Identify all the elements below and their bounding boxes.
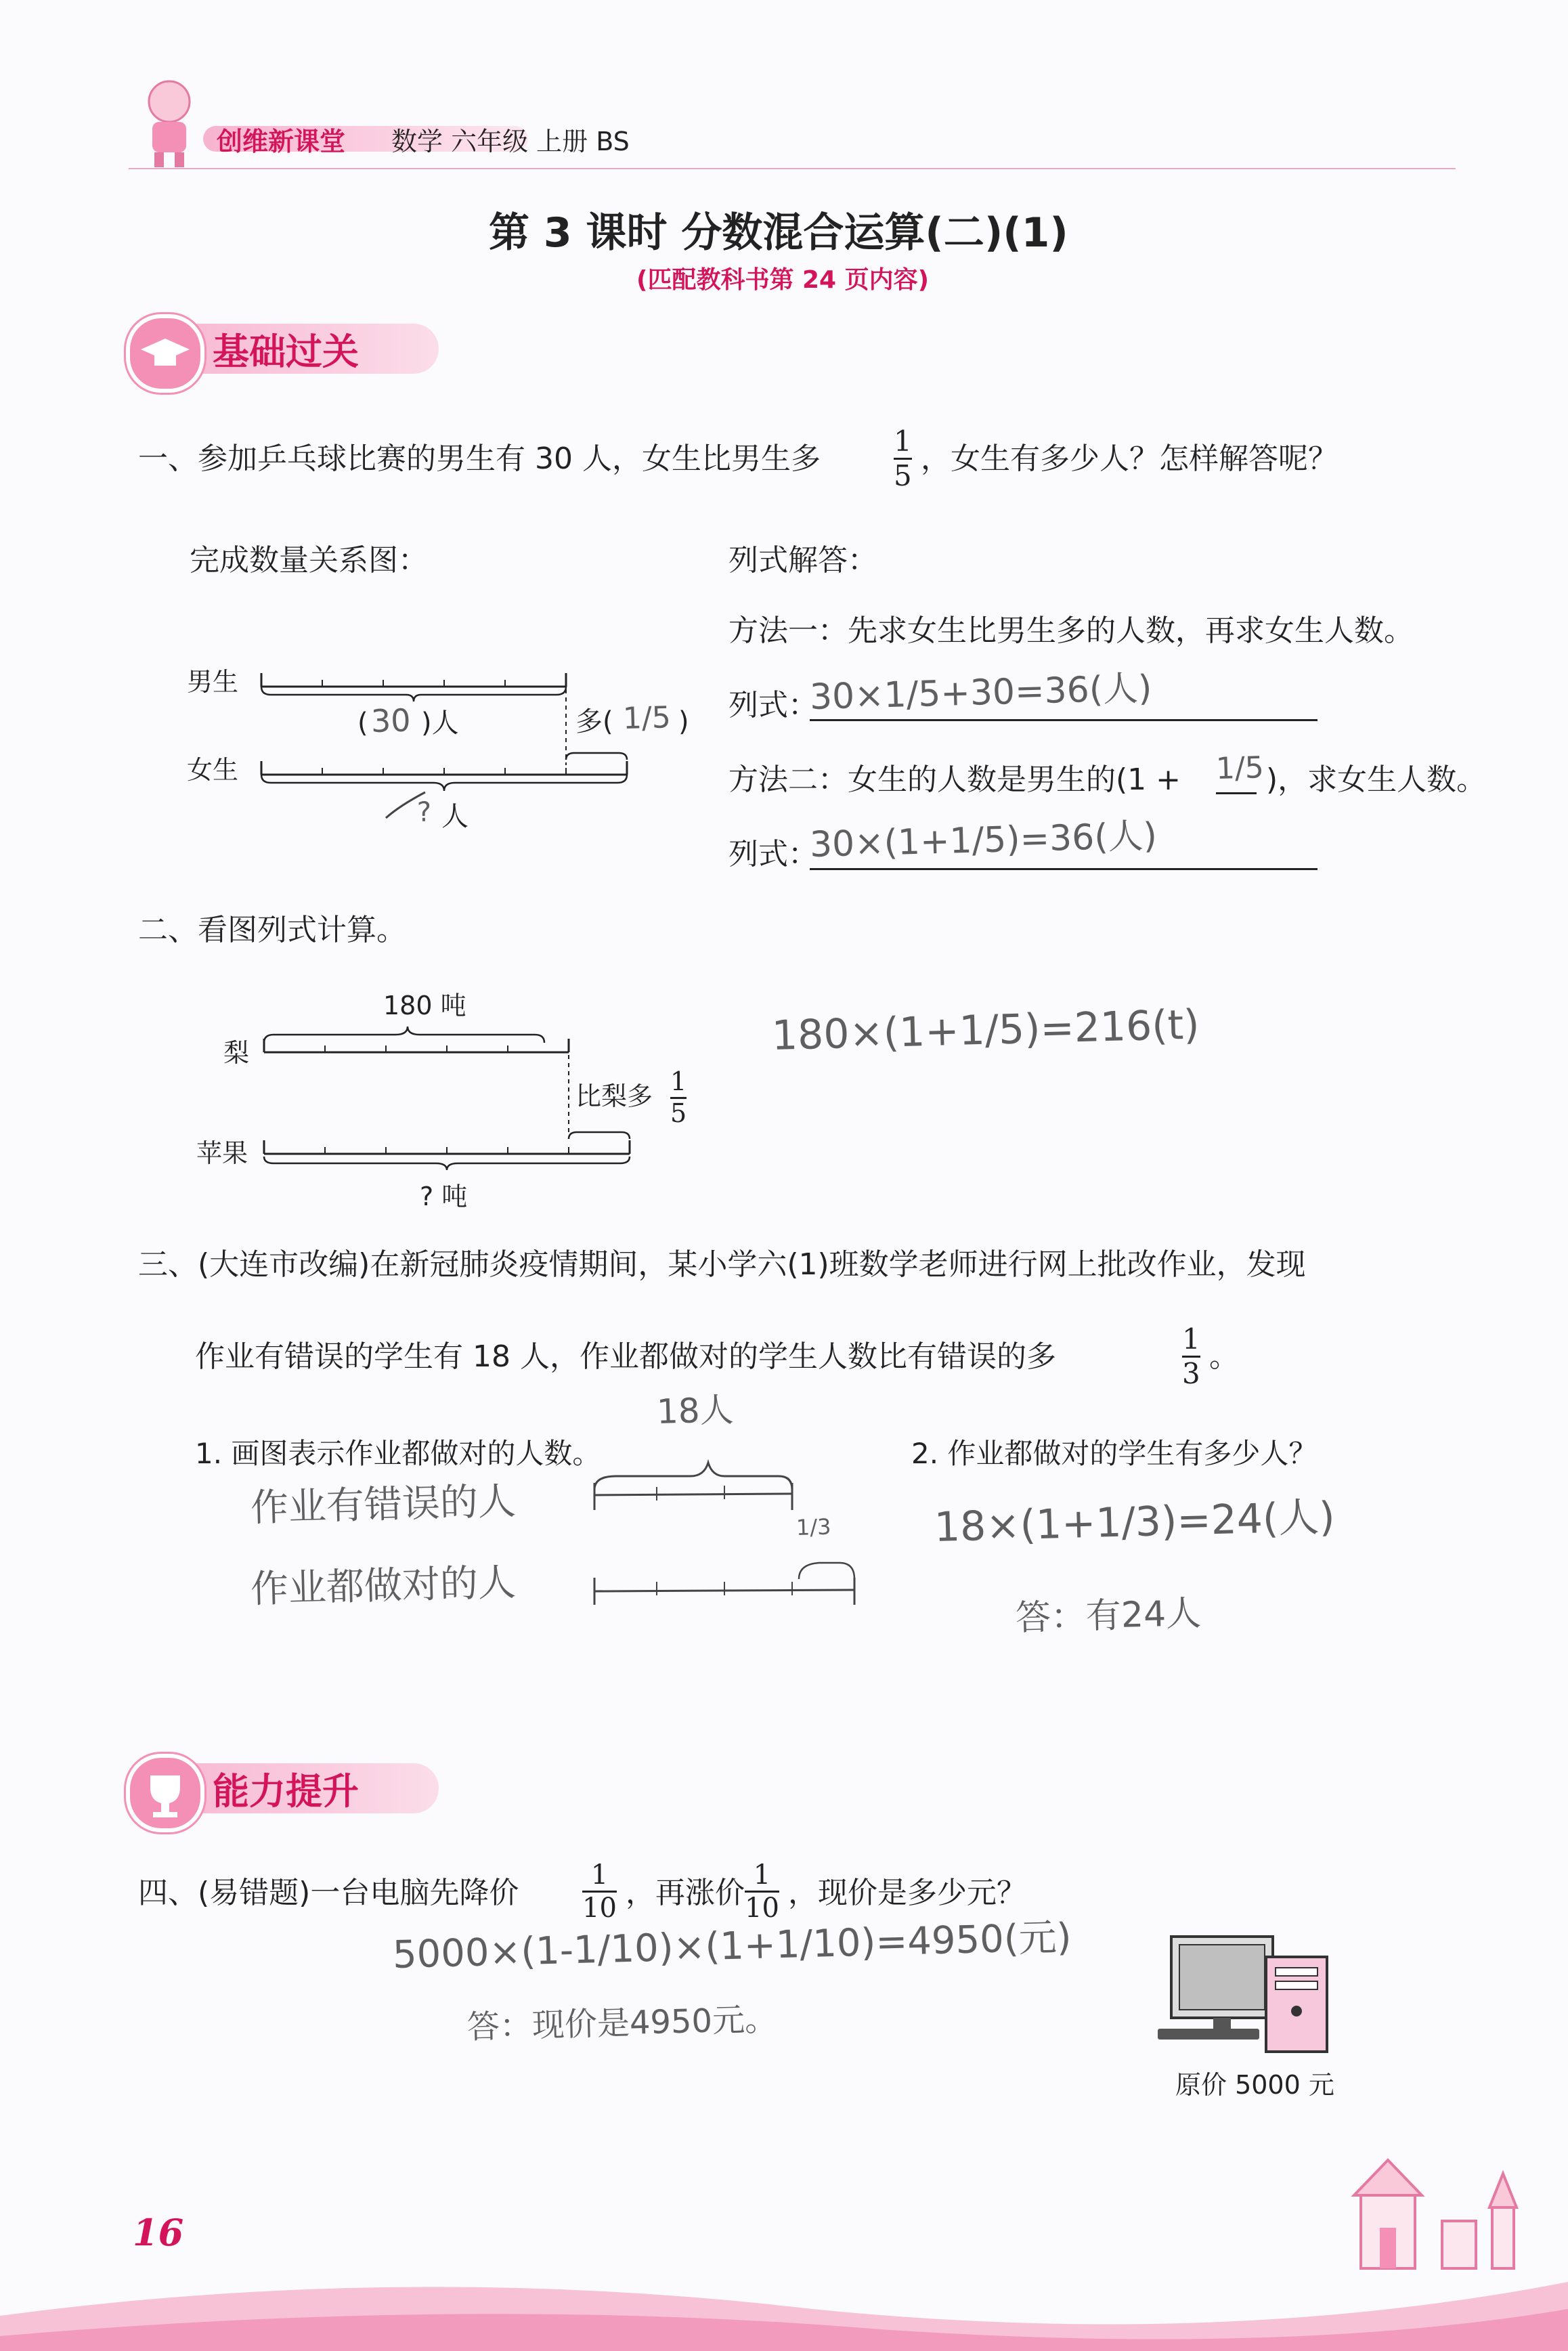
q1-more-open: 多( bbox=[575, 706, 613, 737]
header-brand: 创维新课堂 bbox=[217, 127, 346, 156]
q1-fraction bbox=[894, 427, 912, 491]
q4-hw-formula: 5000×(1-1/10)×(1+1/10)=4950(元) bbox=[392, 1915, 1072, 1977]
q1-method2-after: )，求女生人数。 bbox=[1266, 762, 1487, 797]
q1-boys-count-close: )人 bbox=[421, 708, 459, 739]
q3-frac-den: 3 bbox=[1182, 1357, 1200, 1391]
q2-unknown: ? 吨 bbox=[420, 1182, 468, 1211]
q4-frac2-den: 10 bbox=[745, 1893, 779, 1924]
q1-formula2-line bbox=[810, 868, 1317, 870]
q1-method2-blank bbox=[1216, 792, 1257, 794]
q1-formula1-line bbox=[810, 719, 1317, 721]
q1-method2-before: 方法二：女生的人数是男生的(1 + bbox=[728, 762, 1181, 797]
q4-text-after: ，现价是多少元？ bbox=[788, 1876, 1026, 1910]
lesson-subtitle: (匹配教科书第 24 页内容) bbox=[636, 266, 930, 294]
q2-apple: 苹果 bbox=[196, 1138, 248, 1168]
q3-hw-top: 18人 bbox=[656, 1390, 735, 1431]
q3-sub2: 2. 作业都做对的学生有多少人？ bbox=[911, 1437, 1317, 1470]
q4-frac2-num: 1 bbox=[753, 1859, 771, 1891]
q3-frac-num: 1 bbox=[1182, 1322, 1200, 1356]
q3-text2-after: 。 bbox=[1209, 1339, 1239, 1374]
q1-frac-num: 1 bbox=[894, 425, 912, 458]
q2-pear: 梨 bbox=[223, 1038, 250, 1068]
q4-price: 原价 5000 元 bbox=[1175, 2070, 1334, 2100]
q1-hw-formula2: 30×(1+1/5)=36(人) bbox=[809, 815, 1158, 865]
q2-hw-formula: 180×(1+1/5)=216(t) bbox=[771, 1001, 1200, 1060]
q1-hw-method2-blank: 1/5 bbox=[1215, 750, 1265, 786]
q2-frac-den: 5 bbox=[670, 1098, 687, 1128]
q2-title: 二、看图列式计算。 bbox=[138, 913, 406, 947]
q4-fraction1 bbox=[582, 1861, 617, 1922]
q2-frac-num: 1 bbox=[670, 1066, 687, 1096]
q1-formula2-label: 列式： bbox=[728, 837, 818, 871]
q1-left-label: 完成数量关系图： bbox=[190, 543, 428, 578]
q2-fraction bbox=[670, 1066, 687, 1128]
q1-text-before: 一、参加乒乓球比赛的男生有 30 人，女生比男生多 bbox=[138, 441, 821, 476]
q3-sub1: 1. 画图表示作业都做对的人数。 bbox=[195, 1437, 601, 1470]
q1-hw-more: 1/5 bbox=[622, 700, 672, 736]
page-number: 16 bbox=[133, 2211, 184, 2254]
q4-hw-answer: 答：现价是4950元。 bbox=[466, 2000, 778, 2046]
q3-hw-formula: 18×(1+1/3)=24(人) bbox=[934, 1493, 1336, 1551]
header-rule bbox=[129, 168, 1456, 169]
q1-method1: 方法一：先求女生比男生多的人数，再求女生人数。 bbox=[728, 613, 1414, 648]
q1-frac-den: 5 bbox=[894, 459, 912, 493]
q2-more-label: 比梨多 bbox=[575, 1081, 653, 1111]
q3-text2-before: 作业有错误的学生有 18 人，作业都做对的学生人数比有错误的多 bbox=[195, 1339, 1056, 1374]
q3-text1: 三、(大连市改编)在新冠肺炎疫情期间，某小学六(1)班数学老师进行网上批改作业，发现 bbox=[138, 1247, 1306, 1282]
q1-text-after: ，女生有多少人？怎样解答呢？ bbox=[921, 441, 1338, 476]
q1-hw-girls-mark: ? bbox=[416, 796, 432, 828]
trophy-icon bbox=[126, 1754, 204, 1832]
lesson-title: 第 3 课时 分数混合运算(二)(1) bbox=[489, 209, 1068, 257]
section-basic-label: 基础过关 bbox=[213, 330, 359, 373]
computer-icon bbox=[1151, 1930, 1341, 2058]
mascot-icon bbox=[129, 74, 210, 169]
q1-right-label: 列式解答： bbox=[728, 543, 877, 578]
q1-hw-formula1: 30×1/5+30=36(人) bbox=[809, 668, 1153, 718]
q4-frac1-den: 10 bbox=[582, 1893, 617, 1924]
q1-diagram-girls: 女生 bbox=[187, 755, 239, 785]
q3-hw-row2: 作业都做对的人 bbox=[250, 1560, 517, 1612]
q3-hw-answer: 答：有24人 bbox=[1015, 1593, 1202, 1639]
castle-icon bbox=[1327, 2153, 1530, 2275]
q3-fraction bbox=[1182, 1324, 1200, 1389]
q1-formula1-label: 列式： bbox=[728, 688, 818, 722]
q3-hw-more: 1/3 bbox=[796, 1513, 831, 1540]
q1-girls-unknown: 人 bbox=[441, 801, 469, 832]
q3-hw-row1: 作业有错误的人 bbox=[250, 1479, 517, 1530]
graduation-cap-icon bbox=[126, 314, 204, 393]
q4-text-before: 四、(易错题)一台电脑先降价 bbox=[138, 1876, 519, 1910]
q4-frac1-num: 1 bbox=[590, 1859, 609, 1891]
q4-fraction2 bbox=[745, 1861, 779, 1922]
q1-more-close: ) bbox=[678, 706, 689, 737]
q1-hw-boys-count: 30 bbox=[370, 702, 412, 739]
q1-diagram-boys: 男生 bbox=[187, 667, 239, 697]
section-ability-label: 能力提升 bbox=[213, 1769, 359, 1813]
q1-quantity-diagram bbox=[257, 664, 636, 819]
q1-boys-count-open: ( bbox=[357, 708, 368, 739]
header-subtitle: 数学 六年级 上册 BS bbox=[391, 127, 630, 156]
q4-text-mid: ，再涨价 bbox=[626, 1876, 745, 1910]
q2-top-label: 180 吨 bbox=[383, 991, 466, 1020]
